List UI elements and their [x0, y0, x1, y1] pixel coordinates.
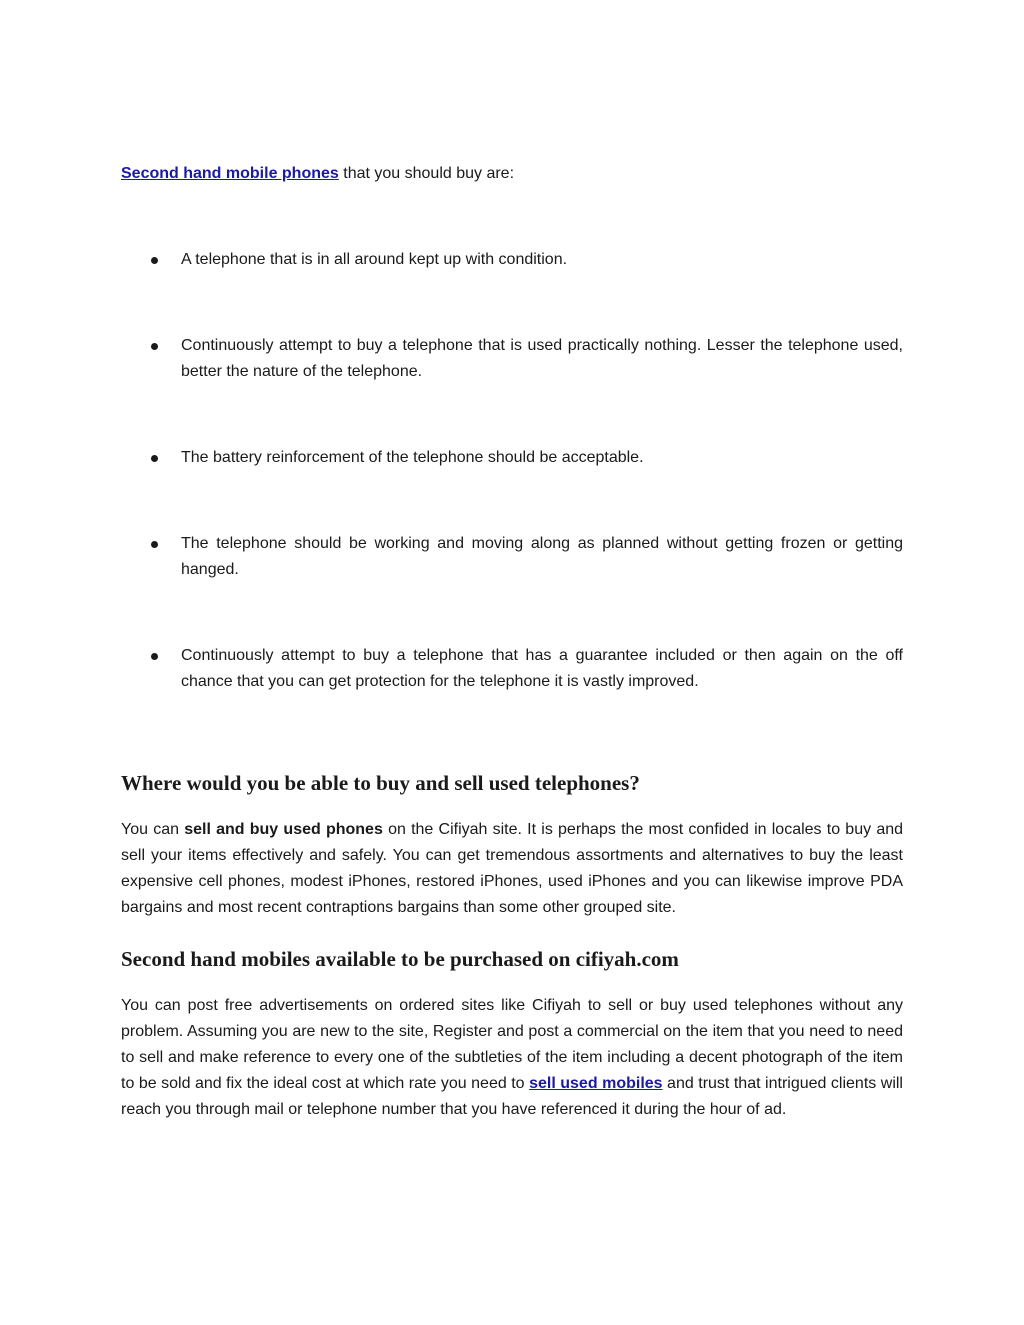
section1-bold-phrase: sell and buy used phones	[184, 821, 383, 838]
section1-text-suffix: on the Cifiyah site. It is perhaps the most confided in locales to buy and sell your items effectively and safely. You can get tremendous assortments and alternatives to buy the least expensive cell phones, modest iPhones, restored iPhones, used iPhones and you can likewise improve PDA bargains and most recent contraptions bargains than some other grouped site.	[121, 821, 904, 916]
list-item-text: Continuously attempt to buy a telephone that has a guarantee included or then again on the off chance that you can get protection for the telephone it is vastly improved.	[181, 647, 903, 690]
list-item	[121, 445, 903, 471]
list-item-text: A telephone that is in all around kept up with condition.	[181, 251, 568, 268]
bullet-icon	[151, 257, 158, 264]
section2-paragraph	[121, 993, 903, 1123]
bullet-icon	[151, 541, 158, 548]
section2-text-suffix: and trust that intrigued clients will reach you through mail or telephone number that you have referenced it during the hour of ad.	[121, 1075, 903, 1118]
section2-text-prefix: You can post free advertisements on ordered sites like Cifiyah to sell or buy used telephones without any problem. Assuming you are new to the site, Register and post a commercial on the item that you need to need to sell and make reference to every one of the subtleties of the item including a decent photograph of the item to be sold and fix the ideal cost at which rate you need to	[121, 997, 903, 1092]
list-item-text: Continuously attempt to buy a telephone that is used practically nothing. Lesser the telephone used, better the nature of the telephone.	[181, 337, 903, 380]
second-hand-mobile-phones-link[interactable]: Second hand mobile phones	[121, 165, 339, 182]
section-heading-where-to-buy: Where would you be able to buy and sell used telephones?	[121, 771, 640, 795]
list-item-text: The telephone should be working and moving along as planned without getting frozen or getting hanged.	[181, 535, 903, 578]
sell-used-mobiles-link[interactable]: sell used mobiles	[529, 1075, 663, 1092]
bullet-icon	[151, 343, 158, 350]
section-heading-second-hand-mobiles: Second hand mobiles available to be purchased on cifiyah.com	[121, 947, 679, 971]
list-item	[121, 643, 903, 695]
bullet-icon	[151, 455, 158, 462]
intro-paragraph	[121, 161, 903, 187]
section1-text-prefix: You can	[121, 821, 185, 838]
section1-paragraph	[121, 817, 903, 921]
list-item	[121, 531, 903, 583]
list-item-text: The battery reinforcement of the telephone should be acceptable.	[181, 449, 644, 466]
list-item	[121, 247, 903, 273]
intro-text: that you should buy are:	[338, 165, 515, 182]
list-item	[121, 333, 903, 385]
bullet-icon	[151, 653, 158, 660]
